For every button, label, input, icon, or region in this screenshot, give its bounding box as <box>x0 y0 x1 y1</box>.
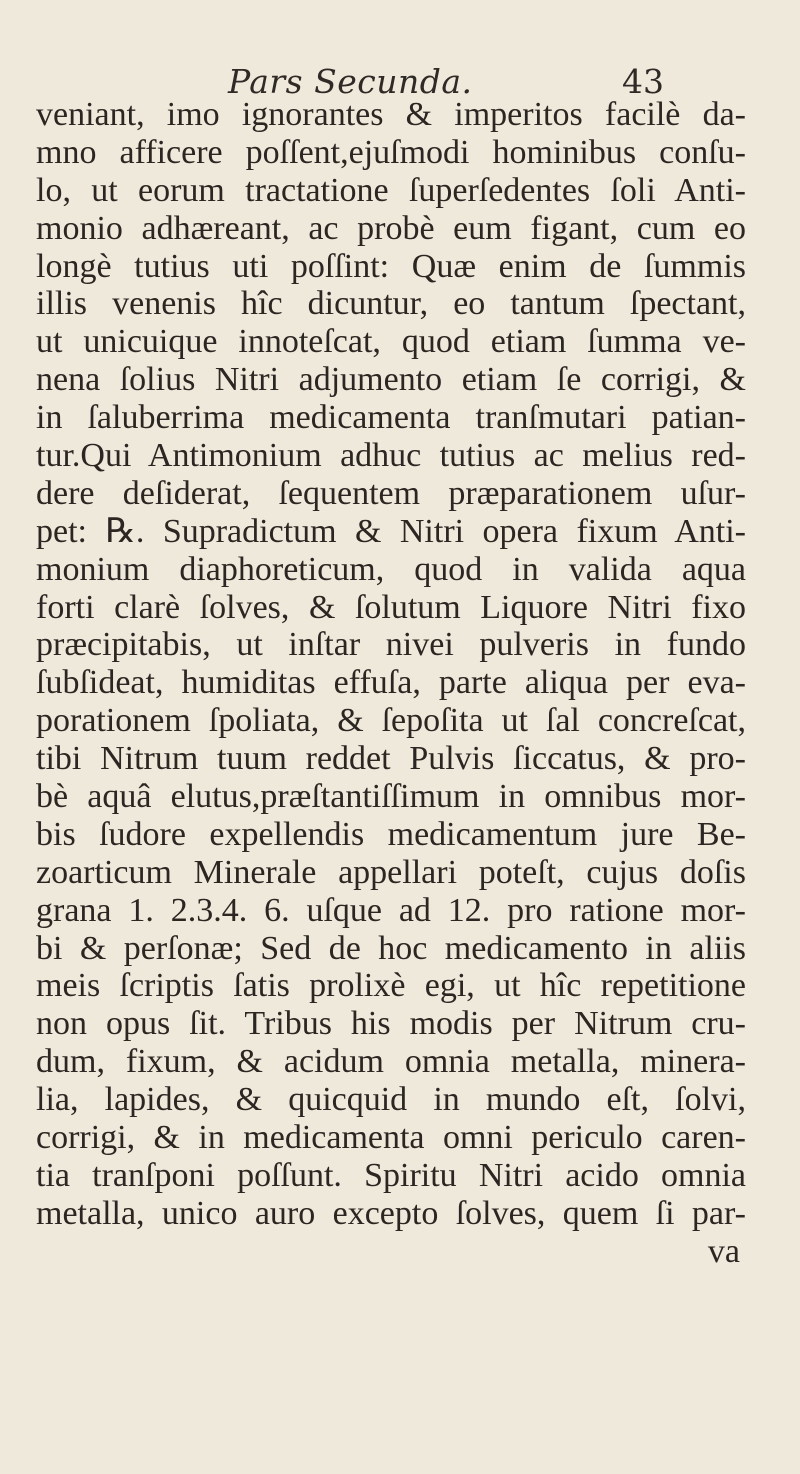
text-line: dum, fixum, & acidum omnia metalla, minera- <box>36 1043 746 1081</box>
text-line: grana 1. 2.3.4. 6. uſque ad 12. pro ratione mor- <box>36 891 746 929</box>
text-line: zoarticum Minerale appellari poteſt, cujus doſis <box>36 853 746 891</box>
text-line: præcipitabis, ut inſtar nivei pulveris in fundo <box>36 626 746 664</box>
text-line: porationem ſpoliata, & ſepoſita ut ſal concreſcat, <box>36 702 746 740</box>
text-line: in ſaluberrima medicamenta tranſmutari patian- <box>36 399 746 437</box>
body-text <box>36 96 746 1271</box>
text-line: bi & perſonæ; Sed de hoc medicamento in aliis <box>36 929 746 967</box>
text-line: corrigi, & in medicamenta omni periculo caren- <box>36 1119 746 1157</box>
text-line: monium diaphoreticum, quod in valida aqua <box>36 550 746 588</box>
text-line: tur.Qui Antimonium adhuc tutius ac melius red- <box>36 437 746 475</box>
text-line: nena ſolius Nitri adjumento etiam ſe corrigi, & <box>36 361 746 399</box>
text-line: ſubſideat, humiditas effuſa, parte aliqua per eva- <box>36 664 746 702</box>
text-line: longè tutius uti poſſint: Quæ enim de ſummis <box>36 247 746 285</box>
text-line: tibi Nitrum tuum reddet Pulvis ſiccatus, & pro- <box>36 740 746 778</box>
text-line: bè aquâ elutus,præſtantiſſimum in omnibus mor- <box>36 778 746 816</box>
text-line: tia tranſponi poſſunt. Spiritu Nitri acido omnia <box>36 1156 746 1194</box>
text-line: bis ſudore expellendis medicamentum jure Be- <box>36 815 746 853</box>
text-line: non opus ſit. Tribus his modis per Nitrum cru- <box>36 1005 746 1043</box>
text-line: meis ſcriptis ſatis prolixè egi, ut hîc repetitione <box>36 967 746 1005</box>
text-line: metalla, unico auro excepto ſolves, quem ſi par- <box>36 1194 746 1232</box>
text-line: monio adhæreant, ac probè eum figant, cum eo <box>36 209 746 247</box>
text-line: dere deſiderat, ſequentem præparationem uſur- <box>36 474 746 512</box>
text-line: forti clarè ſolves, & ſolutum Liquore Nitri fixo <box>36 588 746 626</box>
text-line: lia, lapides, & quicquid in mundo eſt, ſolvi, <box>36 1081 746 1119</box>
page-number: 43 <box>622 62 664 101</box>
text-line: mno afficere poſſent,ejuſmodi hominibus conſu- <box>36 133 746 171</box>
text-line: pet: ℞. Supradictum & Nitri opera fixum Anti- <box>36 512 746 550</box>
catchword: va <box>707 1232 740 1270</box>
text-line: veniant, imo ignorantes & imperitos facilè da- <box>36 96 746 133</box>
text-line: ut unicuique innoteſcat, quod etiam ſumma ve- <box>36 323 746 361</box>
running-head: Pars Secunda. <box>228 62 473 101</box>
text-line: illis venenis hîc dicuntur, eo tantum ſpectant, <box>36 285 746 323</box>
text-line: lo, ut eorum tractatione ſuperſedentes ſoli Anti- <box>36 171 746 209</box>
